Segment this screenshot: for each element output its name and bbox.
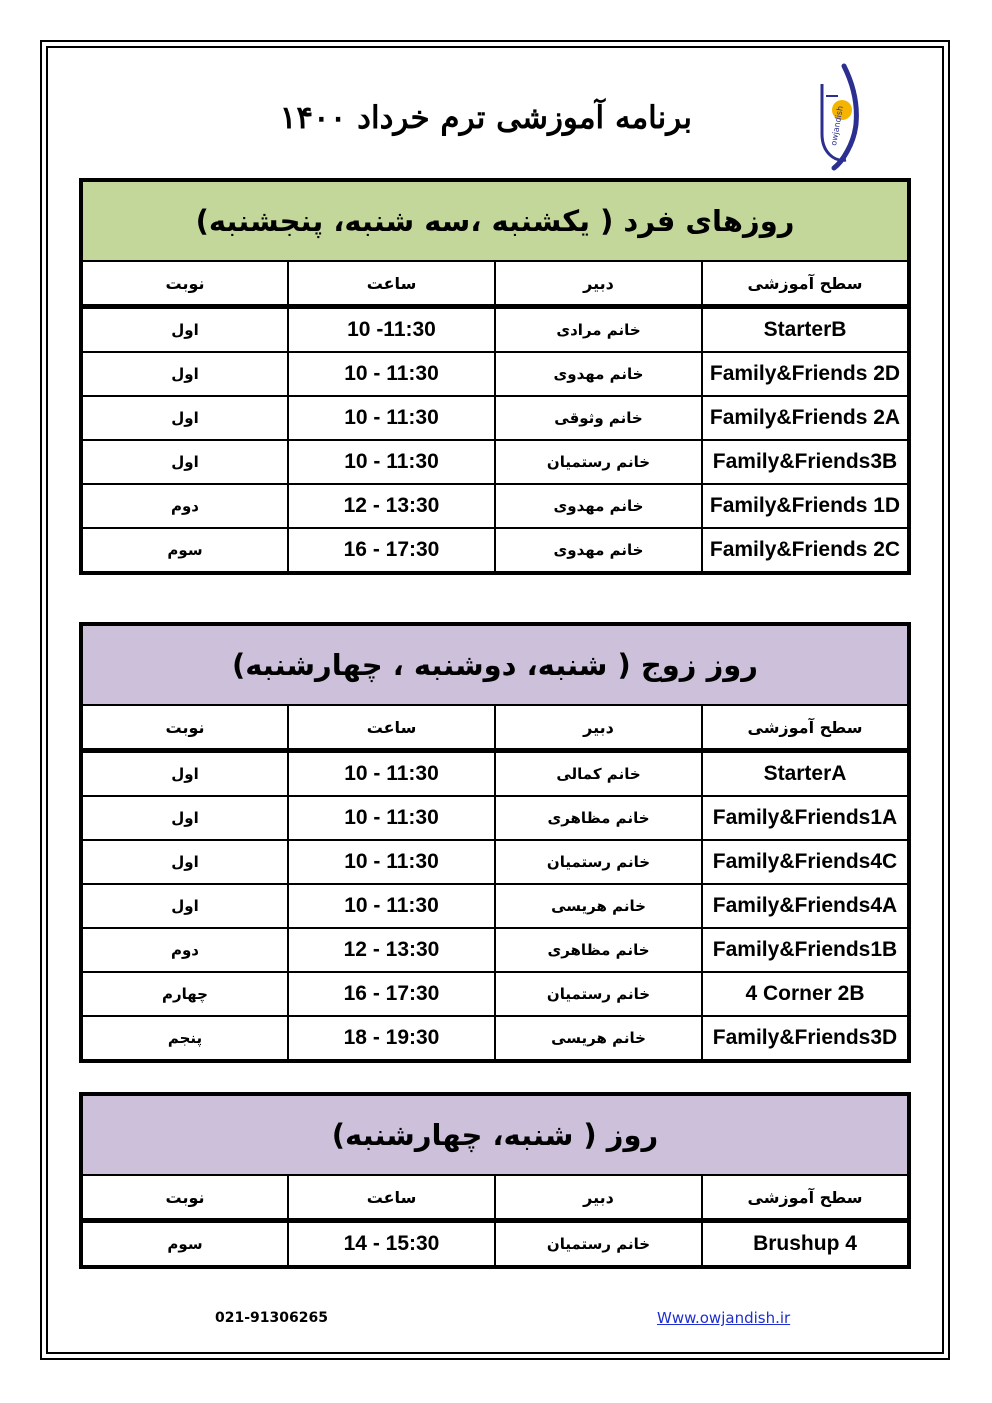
teacher-cell: خانم مهدوی xyxy=(495,352,702,396)
table-row xyxy=(81,840,909,884)
teacher-cell: خانم کمالی xyxy=(495,751,702,797)
level-cell: Family&Friends3D xyxy=(702,1016,909,1061)
turn-cell: اول xyxy=(81,307,288,353)
column-header-teacher: دبیر xyxy=(495,705,702,751)
teacher-cell: خانم رستمیان xyxy=(495,840,702,884)
table-row xyxy=(81,884,909,928)
column-header-time: ساعت xyxy=(288,261,495,307)
level-cell: Family&Friends 2A xyxy=(702,396,909,440)
table-heading: روز ( شنبه، چهارشنبه) xyxy=(81,1094,909,1175)
level-cell: Brushup 4 xyxy=(702,1221,909,1268)
level-cell: 4 Corner 2B xyxy=(702,972,909,1016)
level-cell: StarterB xyxy=(702,307,909,353)
teacher-cell: خانم مظاهری xyxy=(495,796,702,840)
teacher-cell: خانم مظاهری xyxy=(495,928,702,972)
time-cell: 12 - 13:30 xyxy=(288,484,495,528)
teacher-cell: خانم وثوقی xyxy=(495,396,702,440)
column-header-turn: نوبت xyxy=(81,1175,288,1221)
turn-cell: اول xyxy=(81,396,288,440)
page-title: برنامه آموزشی ترم خرداد ۱۴۰۰ xyxy=(279,100,692,136)
time-cell: 10 - 11:30 xyxy=(288,396,495,440)
level-cell: Family&Friends1A xyxy=(702,796,909,840)
teacher-cell: خانم هریسی xyxy=(495,884,702,928)
column-header-level: سطح آموزشی xyxy=(702,261,909,307)
teacher-cell: خانم رستمیان xyxy=(495,972,702,1016)
column-header-turn: نوبت xyxy=(81,261,288,307)
time-cell: 12 - 13:30 xyxy=(288,928,495,972)
column-header-level: سطح آموزشی xyxy=(702,1175,909,1221)
turn-cell: پنجم xyxy=(81,1016,288,1061)
turn-cell: سوم xyxy=(81,1221,288,1268)
teacher-cell: خانم مرادی xyxy=(495,307,702,353)
table-row xyxy=(81,484,909,528)
time-cell: 14 - 15:30 xyxy=(288,1221,495,1268)
teacher-cell: خانم مهدوی xyxy=(495,484,702,528)
turn-cell: دوم xyxy=(81,928,288,972)
teacher-cell: خانم رستمیان xyxy=(495,440,702,484)
time-cell: 10 - 11:30 xyxy=(288,352,495,396)
time-cell: 18 - 19:30 xyxy=(288,1016,495,1061)
time-cell: 10 - 11:30 xyxy=(288,840,495,884)
schedule-table-odd-days xyxy=(79,178,911,575)
table-heading: روز زوج ( شنبه، دوشنبه ، چهارشنبه) xyxy=(81,624,909,705)
owjandish-logo-icon xyxy=(812,62,870,172)
time-cell: 10 - 11:30 xyxy=(288,796,495,840)
turn-cell: دوم xyxy=(81,484,288,528)
turn-cell: اول xyxy=(81,796,288,840)
time-cell: 10 - 11:30 xyxy=(288,884,495,928)
turn-cell: اول xyxy=(81,352,288,396)
turn-cell: اول xyxy=(81,884,288,928)
footer-phone: 021-91306265 xyxy=(215,1310,328,1326)
column-header-level: سطح آموزشی xyxy=(702,705,909,751)
schedule-table-even-days xyxy=(79,622,911,1063)
time-cell: 16 - 17:30 xyxy=(288,528,495,573)
level-cell: Family&Friends1B xyxy=(702,928,909,972)
time-cell: 10 - 11:30 xyxy=(288,751,495,797)
time-cell: 10 - 11:30 xyxy=(288,440,495,484)
table-row xyxy=(81,1016,909,1061)
table-row xyxy=(81,307,909,353)
table-row xyxy=(81,528,909,573)
column-header-teacher: دبیر xyxy=(495,261,702,307)
table-row xyxy=(81,1221,909,1268)
level-cell: Family&Friends 1D xyxy=(702,484,909,528)
table-row xyxy=(81,352,909,396)
teacher-cell: خانم مهدوی xyxy=(495,528,702,573)
turn-cell: اول xyxy=(81,751,288,797)
schedule-table-sat-wed xyxy=(79,1092,911,1269)
level-cell: Family&Friends4A xyxy=(702,884,909,928)
time-cell: 16 - 17:30 xyxy=(288,972,495,1016)
level-cell: Family&Friends 2C xyxy=(702,528,909,573)
table-row xyxy=(81,972,909,1016)
table-row xyxy=(81,396,909,440)
turn-cell: چهارم xyxy=(81,972,288,1016)
level-cell: Family&Friends4C xyxy=(702,840,909,884)
table-row xyxy=(81,440,909,484)
column-header-time: ساعت xyxy=(288,705,495,751)
website-link[interactable]: Www.owjandish.ir xyxy=(657,1309,791,1327)
turn-cell: سوم xyxy=(81,528,288,573)
level-cell: StarterA xyxy=(702,751,909,797)
column-header-teacher: دبیر xyxy=(495,1175,702,1221)
turn-cell: اول xyxy=(81,840,288,884)
table-row xyxy=(81,928,909,972)
teacher-cell: خانم هریسی xyxy=(495,1016,702,1061)
column-header-time: ساعت xyxy=(288,1175,495,1221)
column-header-turn: نوبت xyxy=(81,705,288,751)
level-cell: Family&Friends3B xyxy=(702,440,909,484)
turn-cell: اول xyxy=(81,440,288,484)
time-cell: 10 -11:30 xyxy=(288,307,495,353)
table-row xyxy=(81,796,909,840)
svg-text:owjandish: owjandish xyxy=(829,105,845,147)
table-heading: روزهای فرد ( یکشنبه ،سه شنبه، پنجشنبه) xyxy=(81,180,909,261)
level-cell: Family&Friends 2D xyxy=(702,352,909,396)
teacher-cell: خانم رستمیان xyxy=(495,1221,702,1268)
table-row xyxy=(81,751,909,797)
